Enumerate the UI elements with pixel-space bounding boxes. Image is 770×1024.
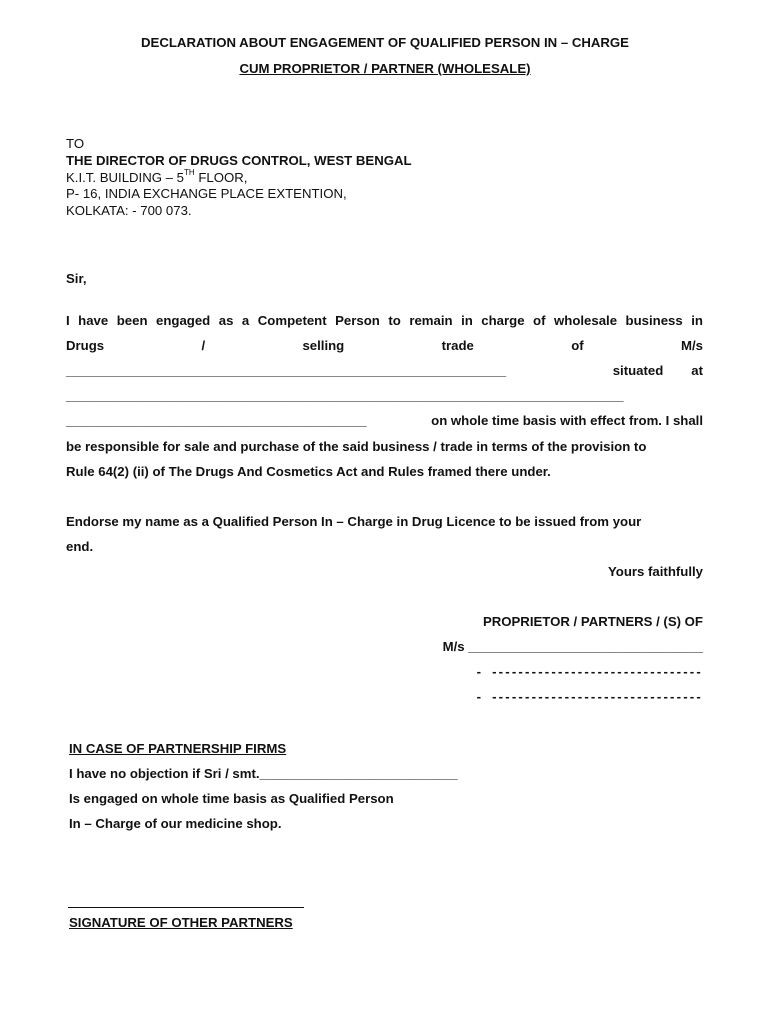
address-line-street: P- 16, INDIA EXCHANGE PLACE EXTENTION, [66, 186, 347, 201]
address-to: TO [66, 136, 85, 151]
firm-name-field: M/s ________________________________ [442, 639, 703, 654]
address-line-building: K.I.T. BUILDING – 5TH FLOOR, [66, 168, 248, 185]
address-line-city: KOLKATA: - 700 073. [66, 203, 192, 218]
firm-name-blank: ____________________________________________________________ [66, 363, 507, 378]
address-recipient: THE DIRECTOR OF DRUGS CONTROL, WEST BENGAL [66, 153, 412, 168]
body-line-1: I have been engaged as a Competent Person to remain in charge of wholesale business in [66, 313, 703, 328]
signature-label: SIGNATURE OF OTHER PARTNERS [69, 915, 293, 930]
partnership-line-3: In – Charge of our medicine shop. [69, 816, 282, 831]
salutation: Sir, [66, 271, 87, 286]
partner-name-line-1: - -------------------------------- [476, 664, 703, 679]
partnership-heading: IN CASE OF PARTNERSHIP FIRMS [69, 741, 287, 756]
partnership-line-2: Is engaged on whole time basis as Qualified Person [69, 791, 394, 806]
body-line-5: _________________________________________ on whole time basis with effect from. I shall [66, 413, 703, 428]
body-line-6: be responsible for sale and purchase of the said business / trade in terms of the provision to [66, 439, 647, 454]
partner-name-line-2: - -------------------------------- [476, 689, 703, 704]
yours-faithfully: Yours faithfully [607, 564, 703, 579]
body-line-2: Drugs / selling trade of M/s [66, 338, 703, 353]
body-line-7: Rule 64(2) (ii) of The Drugs And Cosmetics Act and Rules framed there under. [66, 464, 551, 479]
document-subtitle: CUM PROPRIETOR / PARTNER (WHOLESALE) [239, 61, 531, 76]
endorse-line-2: end. [66, 539, 94, 554]
signature-line [68, 907, 304, 908]
partnership-line-1: I have no objection if Sri / smt.___________________________ [69, 766, 458, 781]
body-line-3: ____________________________________________________________ situated at [66, 363, 703, 378]
endorse-line-1: Endorse my name as a Qualified Person In – Charge in Drug Licence to be issued from your [66, 514, 642, 529]
document-title: DECLARATION ABOUT ENGAGEMENT OF QUALIFIED PERSON IN – CHARGE [141, 35, 629, 50]
location-blank: _________________________________________ [66, 413, 367, 428]
proprietor-label: PROPRIETOR / PARTNERS / (S) OF [482, 614, 703, 629]
address-blank-line: ____________________________________________________________________________ [66, 388, 624, 403]
